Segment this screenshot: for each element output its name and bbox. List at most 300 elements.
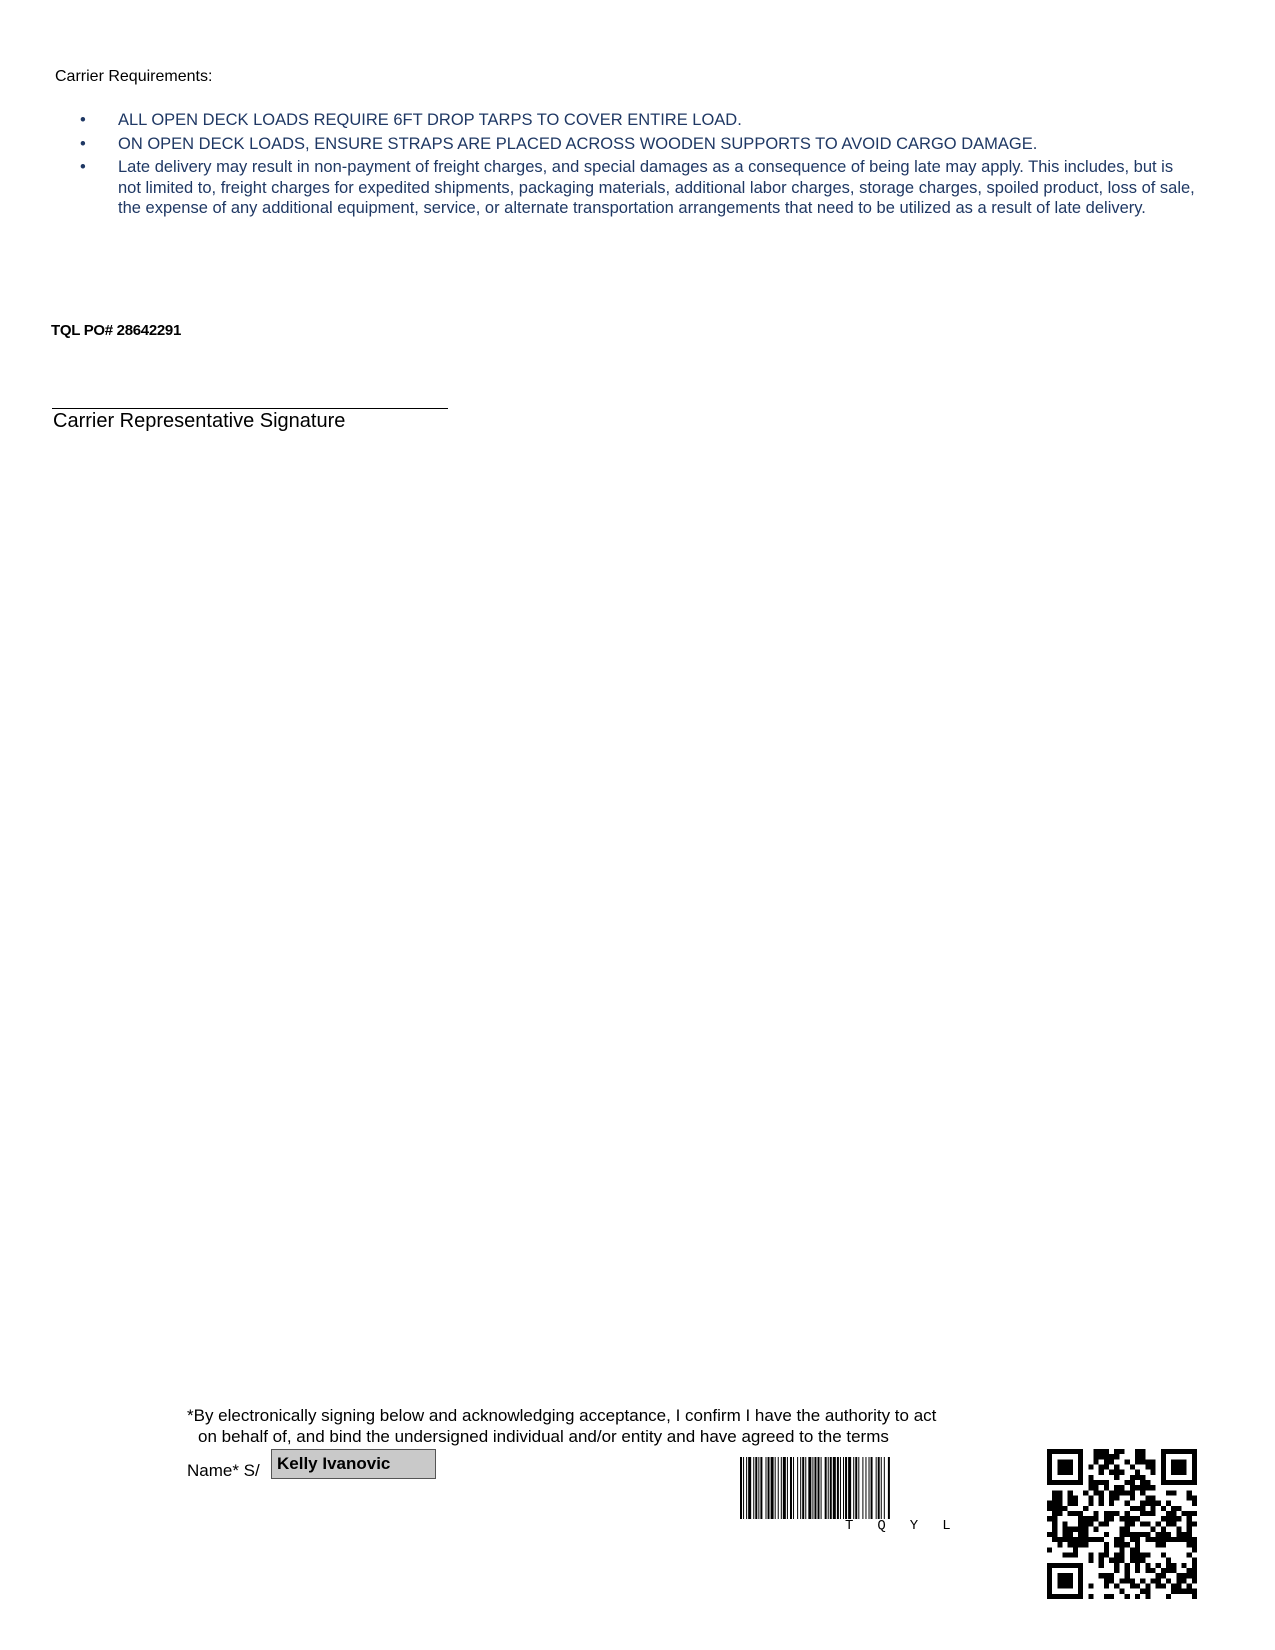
qr-module [1104, 1480, 1109, 1485]
qr-module [1187, 1511, 1192, 1516]
qr-module [1150, 1465, 1155, 1470]
qr-module [1114, 1496, 1119, 1501]
qr-module [1135, 1449, 1140, 1454]
qr-module [1156, 1573, 1161, 1578]
qr-module [1187, 1589, 1192, 1594]
qr-module [1130, 1480, 1135, 1485]
qr-module [1150, 1537, 1155, 1542]
qr-module [1171, 1568, 1176, 1573]
qr-module [1150, 1527, 1155, 1532]
requirement-item [80, 134, 1195, 155]
qr-module [1073, 1547, 1078, 1552]
qr-module [1052, 1537, 1057, 1542]
qr-module [1057, 1490, 1062, 1495]
qr-module [1125, 1521, 1130, 1526]
qr-module [1161, 1527, 1166, 1532]
qr-module [1099, 1501, 1104, 1506]
qr-module [1052, 1532, 1057, 1537]
qr-module [1073, 1552, 1078, 1557]
barcode-bar [778, 1457, 779, 1519]
qr-module [1078, 1532, 1083, 1537]
qr-module [1094, 1459, 1099, 1464]
qr-module [1161, 1568, 1166, 1573]
qr-module [1135, 1568, 1140, 1573]
requirements-heading: Carrier Requirements: [55, 68, 213, 85]
qr-module [1109, 1490, 1114, 1495]
qr-module [1161, 1449, 1166, 1485]
qr-module [1063, 1521, 1068, 1526]
qr-module [1181, 1537, 1186, 1542]
qr-module [1119, 1527, 1124, 1532]
qr-module [1161, 1449, 1197, 1454]
qr-module [1078, 1527, 1083, 1532]
requirement-item [80, 157, 1195, 219]
qr-module [1187, 1532, 1192, 1537]
qr-module [1135, 1563, 1140, 1568]
qr-module [1125, 1516, 1130, 1521]
qr-module [1114, 1485, 1119, 1490]
qr-module [1099, 1465, 1104, 1470]
qr-module [1135, 1594, 1140, 1599]
qr-module [1135, 1583, 1140, 1588]
qr-module [1140, 1501, 1145, 1506]
qr-module [1135, 1459, 1140, 1464]
qr-module [1109, 1470, 1114, 1475]
qr-module [1078, 1516, 1083, 1521]
qr-module [1166, 1558, 1171, 1563]
qr-module [1073, 1511, 1078, 1516]
qr-module [1192, 1568, 1197, 1573]
barcode-bar [783, 1457, 786, 1519]
barcode-bar [766, 1457, 767, 1519]
qr-module [1104, 1542, 1109, 1547]
qr-module [1130, 1465, 1135, 1470]
qr-module [1114, 1542, 1119, 1547]
qr-module [1125, 1527, 1130, 1532]
qr-module [1047, 1547, 1052, 1552]
qr-module [1125, 1532, 1130, 1537]
qr-module [1047, 1563, 1083, 1568]
qr-module [1192, 1573, 1197, 1578]
qr-module [1047, 1449, 1083, 1454]
qr-module [1166, 1532, 1171, 1537]
barcode-bar [758, 1457, 759, 1519]
qr-module [1130, 1516, 1135, 1521]
qr-module [1176, 1578, 1181, 1583]
qr-module [1088, 1552, 1093, 1557]
qr-module [1161, 1537, 1166, 1542]
signature-line[interactable] [52, 408, 448, 409]
qr-module [1181, 1511, 1186, 1516]
qr-module [1150, 1568, 1155, 1573]
qr-module [1171, 1490, 1176, 1495]
qr-module [1171, 1537, 1176, 1542]
qr-module [1166, 1516, 1171, 1521]
barcode-bar [825, 1457, 827, 1519]
qr-module [1135, 1532, 1140, 1537]
qr-module [1140, 1459, 1145, 1464]
barcode-bar [855, 1457, 857, 1519]
barcode-bar [805, 1457, 806, 1519]
qr-module [1119, 1558, 1124, 1563]
qr-module [1176, 1506, 1181, 1511]
qr-module [1125, 1459, 1130, 1464]
name-label: Name* S/ [187, 1461, 260, 1480]
qr-module [1099, 1454, 1104, 1459]
qr-module [1104, 1594, 1109, 1599]
qr-module [1161, 1532, 1166, 1537]
bullet-icon: • [80, 134, 86, 153]
qr-module [1052, 1511, 1057, 1516]
qr-module [1047, 1516, 1052, 1521]
qr-module [1078, 1563, 1083, 1599]
barcode-bar [746, 1457, 747, 1519]
barcode-bar [748, 1457, 751, 1519]
qr-module [1192, 1521, 1197, 1526]
qr-module [1088, 1465, 1093, 1470]
qr-module [1140, 1511, 1145, 1516]
qr-module [1119, 1547, 1124, 1552]
qr-module [1104, 1459, 1109, 1464]
qr-module [1073, 1542, 1078, 1547]
qr-module [1047, 1594, 1083, 1599]
qr-module [1057, 1511, 1062, 1516]
signature-label: Carrier Representative Signature [53, 410, 346, 432]
qr-module [1104, 1449, 1109, 1454]
qr-module [1140, 1454, 1145, 1459]
barcode-bar [878, 1457, 880, 1519]
qr-module [1099, 1558, 1104, 1563]
barcode-bar [865, 1457, 866, 1519]
qr-module [1119, 1578, 1124, 1583]
qr-module [1078, 1542, 1083, 1547]
qr-module [1083, 1490, 1088, 1495]
qr-module [1150, 1506, 1155, 1511]
qr-module [1187, 1490, 1192, 1495]
qr-module [1119, 1470, 1124, 1475]
qr-module [1176, 1537, 1181, 1542]
qr-module [1063, 1506, 1068, 1511]
qr-module [1130, 1537, 1135, 1542]
barcode-bar [740, 1457, 742, 1519]
barcode-bar [845, 1457, 847, 1519]
qr-module [1099, 1563, 1104, 1568]
qr-module [1130, 1475, 1135, 1480]
barcode-bar [755, 1457, 757, 1519]
qr-module [1161, 1583, 1166, 1588]
qr-module [1161, 1573, 1166, 1578]
qr-module [1171, 1563, 1176, 1568]
qr-code-icon [1047, 1449, 1197, 1599]
qr-module [1166, 1537, 1171, 1542]
barcode-bar [821, 1457, 822, 1519]
qr-module [1145, 1583, 1150, 1588]
qr-module [1161, 1542, 1166, 1547]
qr-module [1166, 1563, 1171, 1568]
qr-module [1099, 1537, 1104, 1542]
qr-module [1192, 1537, 1197, 1542]
barcode-bar [760, 1457, 762, 1519]
qr-module [1192, 1589, 1197, 1594]
qr-module [1119, 1552, 1124, 1557]
qr-module [1114, 1475, 1119, 1480]
qr-module [1187, 1521, 1192, 1526]
qr-module [1161, 1552, 1166, 1557]
qr-module [1078, 1537, 1083, 1542]
qr-module [1099, 1496, 1104, 1501]
qr-module [1130, 1490, 1135, 1495]
qr-module [1109, 1496, 1114, 1501]
barcode-bar [812, 1457, 813, 1519]
qr-module [1171, 1516, 1176, 1521]
qr-module [1104, 1532, 1109, 1537]
qr-module [1057, 1573, 1073, 1589]
qr-module [1114, 1552, 1119, 1557]
qr-module [1088, 1516, 1093, 1521]
qr-module [1130, 1578, 1135, 1583]
qr-module [1135, 1485, 1140, 1490]
qr-module [1068, 1496, 1073, 1501]
qr-module [1114, 1449, 1119, 1454]
qr-module [1145, 1537, 1150, 1542]
qr-module [1047, 1532, 1052, 1537]
qr-module [1140, 1506, 1145, 1511]
qr-module [1156, 1563, 1161, 1568]
qr-module [1156, 1532, 1161, 1537]
qr-module [1130, 1496, 1135, 1501]
qr-module [1073, 1496, 1078, 1501]
barcode-bar [858, 1457, 859, 1519]
qr-module [1125, 1480, 1130, 1485]
qr-module [1099, 1480, 1104, 1485]
qr-module [1187, 1573, 1192, 1578]
qr-module [1166, 1501, 1171, 1506]
qr-module [1176, 1527, 1181, 1532]
qr-module [1109, 1558, 1114, 1563]
barcode-bar [843, 1457, 844, 1519]
barcode-bar [787, 1457, 788, 1519]
qr-module [1156, 1537, 1161, 1542]
barcode-bar [876, 1457, 877, 1519]
qr-module [1130, 1485, 1135, 1490]
qr-module [1171, 1459, 1187, 1475]
qr-module [1125, 1490, 1130, 1495]
qr-module [1145, 1480, 1150, 1485]
qr-module [1109, 1501, 1114, 1506]
qr-module [1088, 1594, 1093, 1599]
qr-module [1150, 1496, 1155, 1501]
barcode-bar [797, 1457, 798, 1519]
qr-module [1150, 1511, 1155, 1516]
qr-module [1088, 1496, 1093, 1501]
qr-module [1187, 1568, 1192, 1573]
qr-module [1052, 1501, 1057, 1506]
qr-module [1083, 1506, 1088, 1511]
qr-module [1135, 1506, 1140, 1511]
qr-module [1104, 1465, 1109, 1470]
qr-module [1140, 1532, 1145, 1537]
qr-module [1130, 1547, 1135, 1552]
qr-module [1156, 1583, 1161, 1588]
qr-module [1068, 1542, 1073, 1547]
qr-module [1099, 1449, 1104, 1454]
qr-module [1135, 1516, 1140, 1521]
qr-module [1125, 1568, 1130, 1573]
barcode-bar [802, 1457, 804, 1519]
qr-module [1057, 1542, 1062, 1547]
qr-module [1094, 1485, 1099, 1490]
barcode-bar [837, 1457, 839, 1519]
qr-module [1145, 1563, 1150, 1568]
qr-module [1088, 1475, 1093, 1480]
barcode-bar [840, 1457, 841, 1519]
qr-module [1104, 1516, 1109, 1521]
qr-module [1119, 1485, 1124, 1490]
barcode-bar [771, 1457, 774, 1519]
qr-module [1135, 1558, 1140, 1563]
qr-module [1145, 1594, 1150, 1599]
qr-module [1068, 1527, 1073, 1532]
qr-module [1150, 1459, 1155, 1464]
qr-module [1145, 1568, 1150, 1573]
qr-module [1187, 1542, 1192, 1547]
po-number: TQL PO# 28642291 [51, 322, 182, 339]
qr-module [1192, 1496, 1197, 1501]
qr-module [1145, 1459, 1150, 1464]
qr-module [1119, 1490, 1124, 1495]
qr-module [1114, 1583, 1119, 1588]
qr-module [1104, 1454, 1109, 1459]
qr-module [1125, 1594, 1130, 1599]
qr-module [1088, 1537, 1093, 1542]
qr-module [1047, 1501, 1052, 1506]
qr-module [1114, 1465, 1119, 1470]
qr-module [1187, 1552, 1192, 1557]
qr-module [1145, 1501, 1150, 1506]
qr-module [1166, 1594, 1171, 1599]
qr-module [1192, 1449, 1197, 1485]
qr-module [1068, 1501, 1073, 1506]
qr-module [1176, 1532, 1181, 1537]
acknowledgement-text [187, 1405, 936, 1447]
qr-module [1171, 1583, 1176, 1588]
qr-module [1057, 1459, 1073, 1475]
qr-module [1140, 1558, 1145, 1563]
qr-module [1052, 1490, 1057, 1495]
qr-module [1109, 1454, 1114, 1459]
qr-module [1109, 1511, 1114, 1516]
qr-module [1099, 1490, 1104, 1495]
qr-module [1187, 1496, 1192, 1501]
qr-module [1104, 1521, 1109, 1526]
qr-module [1135, 1475, 1140, 1480]
qr-module [1068, 1552, 1073, 1557]
qr-module [1192, 1511, 1197, 1516]
barcode-bar [853, 1457, 854, 1519]
qr-module [1192, 1578, 1197, 1583]
qr-module [1088, 1480, 1093, 1485]
qr-module [1119, 1537, 1124, 1542]
name-field[interactable]: Kelly Ivanovic [271, 1449, 436, 1479]
qr-module [1094, 1454, 1099, 1459]
qr-module [1135, 1537, 1140, 1542]
barcode-bar [884, 1457, 885, 1519]
requirement-item [80, 110, 1195, 131]
barcode-bar [790, 1457, 792, 1519]
qr-module [1181, 1563, 1186, 1568]
qr-module [1083, 1521, 1088, 1526]
qr-module [1166, 1568, 1171, 1573]
qr-module [1119, 1516, 1124, 1521]
qr-module [1104, 1583, 1109, 1588]
qr-module [1057, 1501, 1062, 1506]
qr-module [1068, 1532, 1073, 1537]
qr-module [1176, 1583, 1181, 1588]
qr-module [1094, 1480, 1099, 1485]
qr-module [1192, 1547, 1197, 1552]
qr-module [1052, 1496, 1057, 1501]
qr-module [1109, 1573, 1114, 1578]
barcode-bar [833, 1457, 836, 1519]
qr-module [1140, 1552, 1145, 1557]
qr-module [1140, 1578, 1145, 1583]
qr-module [1140, 1475, 1145, 1480]
barcode-icon [740, 1457, 1030, 1519]
qr-module [1078, 1521, 1083, 1526]
qr-module [1073, 1501, 1078, 1506]
qr-module [1187, 1527, 1192, 1532]
qr-module [1063, 1527, 1068, 1532]
qr-module [1150, 1578, 1155, 1583]
qr-module [1156, 1521, 1161, 1526]
qr-module [1150, 1485, 1155, 1490]
qr-module [1109, 1594, 1114, 1599]
qr-module [1130, 1506, 1135, 1511]
qr-module [1135, 1542, 1140, 1547]
bullet-icon: • [80, 111, 86, 129]
bullet-icon: • [80, 158, 86, 176]
qr-module [1104, 1485, 1109, 1490]
qr-module [1052, 1506, 1057, 1511]
qr-module [1145, 1552, 1150, 1557]
qr-module [1181, 1532, 1186, 1537]
qr-module [1114, 1563, 1119, 1568]
qr-module [1109, 1516, 1114, 1521]
qr-module [1047, 1563, 1052, 1599]
qr-module [1104, 1552, 1109, 1557]
qr-module [1099, 1470, 1104, 1475]
barcode-bar [828, 1457, 829, 1519]
qr-module [1176, 1516, 1181, 1521]
qr-module [1125, 1511, 1130, 1516]
qr-module [1047, 1506, 1052, 1511]
barcode-bar [808, 1457, 811, 1519]
qr-module [1166, 1490, 1171, 1495]
barcode-bar [768, 1457, 770, 1519]
qr-module [1140, 1521, 1145, 1526]
qr-module [1119, 1589, 1124, 1594]
barcode-bar [848, 1457, 851, 1519]
barcode-bar [743, 1457, 744, 1519]
requirement-text: ON OPEN DECK LOADS, ENSURE STRAPS ARE PLACED ACROSS WOODEN SUPPORTS TO AVOID CARGO DAMAGE. [118, 134, 1038, 153]
qr-module [1176, 1589, 1181, 1594]
qr-module [1083, 1532, 1088, 1537]
qr-module [1140, 1490, 1145, 1495]
qr-module [1052, 1527, 1057, 1532]
barcode-text: TQYL [845, 1518, 975, 1534]
qr-module [1099, 1573, 1104, 1578]
qr-module [1068, 1537, 1073, 1542]
